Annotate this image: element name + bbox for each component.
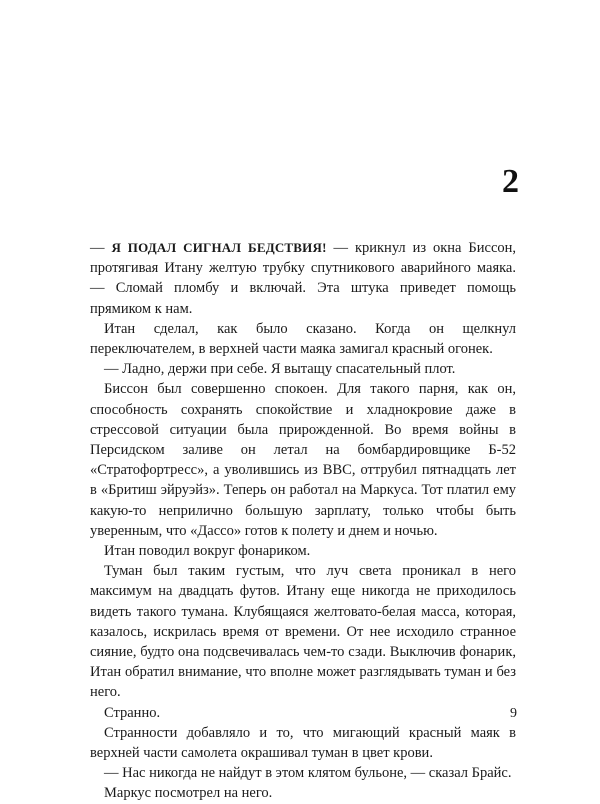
paragraph: Итан сделал, как было сказано. Когда он щелкнул переключателем, в верхней части маяка замигал красный огонек. [90, 320, 516, 358]
opening-paragraph [90, 238, 516, 319]
body-text [90, 238, 516, 804]
paragraph: Маркус посмотрел на него. [104, 785, 273, 802]
opening-lead-caps: Я ПОДАЛ СИГНАЛ БЕДСТВИЯ! [111, 240, 327, 255]
paragraph: Биссон был совершенно спокоен. Для такого парня, как он, способность сохранять спокойствие и хладнокровие даже в стрессовой ситуации была прирожденной. Во время войны в Персидском заливе он летал на бомбардировщике Б-52 «Стратофортресс», а уволившись из ВВС, оттрубил пятнадцать лет в «Бритиш эйруэйз». Теперь он работал на Маркуса. Тот платил ему какую-то неприлично большую зарплату, только чтобы быть уверенным, что «Дассо» готов к полету и днем и ночью. [90, 381, 516, 539]
page-number: 9 [510, 706, 517, 721]
paragraph: — Нас никогда не найдут в этом клятом бульоне, — сказал Брайс. [104, 765, 512, 782]
chapter-number: 2 [502, 163, 519, 200]
paragraph: Туман был таким густым, что луч света проникал в него максимум на двадцать футов. Итану еще никогда не приходилось видеть такого тумана. Клубящаяся желтовато-белая масса, которая, казалось, искрилась время от времени. От нее исходило странное сияние, будто она подсвечивалась чем-то сзади. Выключив фонарик, Итан обратил внимание, что вполне может разглядывать туман и без него. [90, 563, 516, 701]
paragraph: Странно. [104, 704, 161, 721]
paragraph: Странности добавляло и то, что мигающий красный маяк в верхней части самолета окрашивал туман в цвет крови. [90, 724, 516, 762]
opening-dash: — [90, 240, 112, 256]
paragraph: — Ладно, держи при себе. Я вытащу спасательный плот. [104, 361, 456, 378]
opening-rest: — крикнул из окна Биссон, протягивая Итану желтую трубку спутникового аварийного маяка. — Сломай пломбу и включай. Эта штука приведет помощь прямиком к нам. [90, 240, 517, 317]
paragraph: Итан поводил вокруг фонариком. [104, 543, 311, 560]
